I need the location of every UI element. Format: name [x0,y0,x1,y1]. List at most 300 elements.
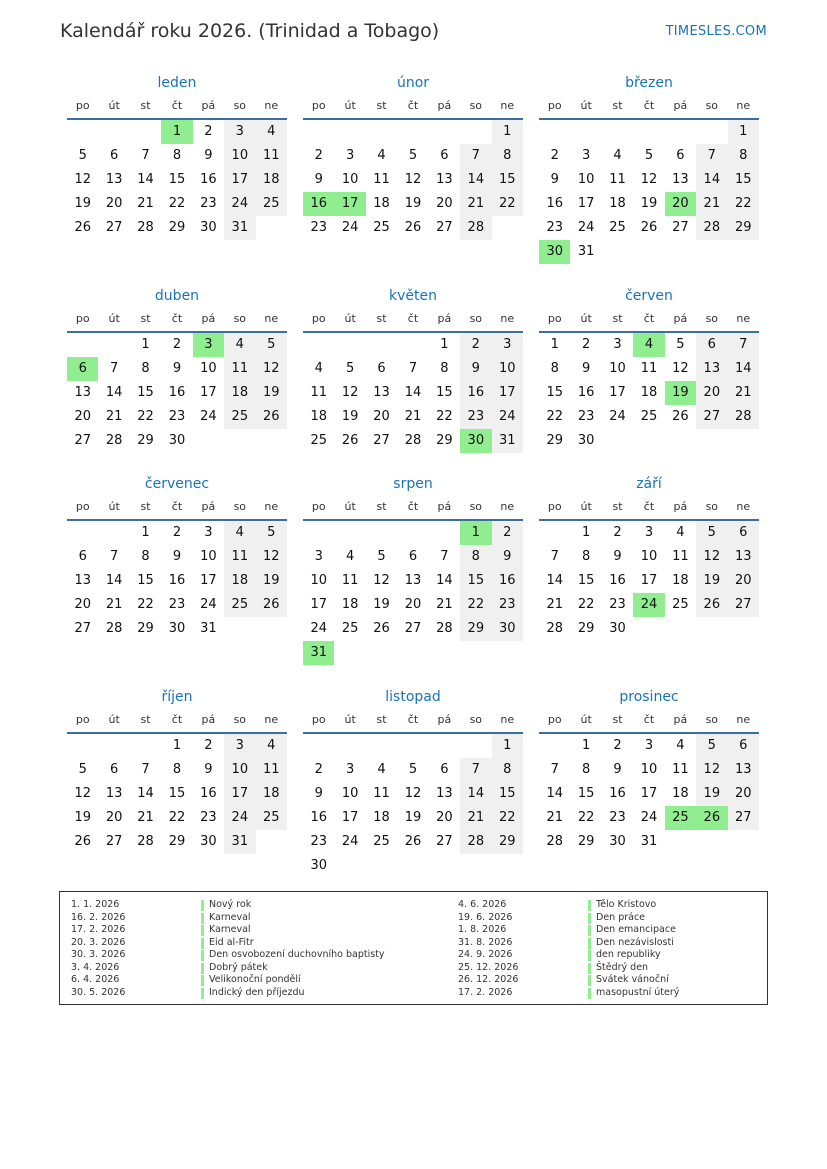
weekday-label: st [140,312,151,325]
day-cell: 16 [310,810,327,825]
day-cell: 28 [546,621,563,636]
day-cell: 21 [105,597,123,612]
day-grid [539,120,759,264]
day-cell: 2 [314,762,323,777]
holiday-day-cell: 24 [633,593,664,617]
day-cell: 2 [613,738,622,753]
weekday-label: po [311,312,326,325]
day-cell: 24 [310,621,327,636]
day-grid [303,333,523,453]
day-cell: 5 [377,549,386,564]
day-cell: 21 [696,192,727,216]
weekday-label: ne [500,312,515,325]
day-cell: 17 [341,810,359,825]
day-cell: 8 [460,545,491,569]
day-cell: 19 [74,196,91,211]
day-cell: 18 [341,597,359,612]
weekday-label: čt [407,713,419,726]
day-cell: 24 [224,806,255,830]
day-cell: 3 [644,525,654,540]
weekday-label: út [580,99,592,112]
weekday-label: út [344,312,356,325]
day-cell: 9 [613,762,622,777]
day-cell: 27 [436,220,453,235]
day-cell: 14 [105,573,123,588]
empty-cell [602,120,633,144]
day-cell: 24 [577,220,595,235]
holiday-marker [588,975,591,986]
day-grid [67,521,287,641]
day-grid [303,120,523,240]
day-cell: 25 [310,433,327,448]
day-cell: 12 [341,385,359,400]
holiday-date: 16. 2. 2026 [71,911,126,923]
weekday-header [539,307,759,333]
day-cell: 14 [546,786,563,801]
day-cell: 28 [404,433,422,448]
holiday-date: 6. 4. 2026 [71,974,120,985]
empty-cell [98,120,129,144]
weekday-label: pá [437,312,452,325]
day-cell: 27 [728,806,759,830]
day-cell: 30 [609,621,626,636]
day-cell: 10 [640,549,658,564]
day-cell: 25 [609,220,626,235]
day-cell: 13 [373,385,390,400]
empty-cell [130,120,161,144]
day-cell: 7 [550,762,559,777]
day-cell: 29 [137,621,154,636]
day-cell: 4 [676,738,685,753]
day-cell: 10 [224,758,255,782]
day-cell: 13 [672,172,689,187]
day-cell: 13 [404,573,422,588]
holiday-marker [588,925,591,936]
weekday-label: po [75,312,90,325]
day-cell: 23 [460,405,491,429]
weekday-label: ne [500,99,515,112]
holiday-marker [588,950,591,961]
empty-cell [460,120,491,144]
day-cell: 4 [676,525,685,540]
day-cell: 18 [373,196,390,211]
day-cell: 18 [640,385,658,400]
day-cell: 27 [373,433,390,448]
month-name: duben [154,288,200,304]
day-cell: 9 [314,172,323,187]
day-cell: 14 [436,573,453,588]
day-cell: 16 [168,385,186,400]
day-cell: 20 [373,409,390,424]
holiday-day-cell: 1 [460,521,491,545]
day-cell: 11 [310,385,327,400]
day-cell: 14 [728,357,759,381]
day-cell: 15 [577,786,595,801]
weekday-header [539,708,759,734]
day-grid [539,734,759,854]
month-6 [539,285,759,453]
day-cell: 5 [78,148,87,163]
empty-cell [303,333,334,357]
day-cell: 30 [200,220,217,235]
weekday-label: st [376,99,387,112]
day-cell: 7 [728,333,759,357]
day-cell: 10 [200,549,217,564]
day-cell: 11 [672,549,689,564]
day-cell: 25 [224,405,255,429]
weekday-label: pá [201,312,216,325]
weekday-label: út [108,312,120,325]
day-cell: 12 [696,545,727,569]
day-cell: 12 [256,545,287,569]
empty-cell [539,120,570,144]
day-cell: 3 [314,549,323,564]
day-cell: 19 [373,597,390,612]
weekday-label: po [75,713,90,726]
month-1 [67,72,287,240]
day-cell: 20 [105,810,123,825]
weekday-label: čt [171,500,183,513]
holiday-date: 31. 8. 2026 [458,936,513,948]
weekday-label: st [140,99,151,112]
day-cell: 16 [609,573,626,588]
day-cell: 24 [492,405,523,429]
day-cell: 26 [74,834,91,849]
holiday-marker [588,938,591,949]
day-cell: 6 [109,762,119,777]
day-cell: 10 [640,762,658,777]
holiday-marker [201,950,204,961]
day-cell: 8 [581,549,591,564]
day-cell: 3 [345,762,355,777]
holiday-marker [201,975,204,986]
day-cell: 9 [172,361,182,376]
day-cell: 6 [696,333,727,357]
day-cell: 19 [404,810,422,825]
day-cell: 31 [224,830,255,854]
day-cell: 16 [460,381,491,405]
holiday-name: Nový rok [209,899,252,910]
day-cell: 15 [492,782,523,806]
day-grid [539,333,759,453]
page-title: Kalendář roku 2026. (Trinidad a Tobago) [60,20,440,42]
day-cell: 12 [404,172,422,187]
weekday-label: ne [264,713,279,726]
weekday-label: čt [643,312,655,325]
holiday-marker [588,963,591,974]
weekday-header [67,495,287,521]
day-cell: 13 [74,573,91,588]
month-name: září [636,476,662,492]
weekday-header [539,94,759,120]
day-cell: 21 [460,192,491,216]
weekday-label: po [547,500,562,513]
day-cell: 22 [168,196,186,211]
weekday-label: pá [437,500,452,513]
day-cell: 23 [168,597,186,612]
day-cell: 17 [224,168,255,192]
weekday-label: st [140,500,151,513]
holiday-name: Dobrý pátek [209,961,268,973]
holiday-day-cell: 30 [539,240,570,264]
holiday-day-cell: 17 [334,192,365,216]
day-cell: 2 [204,738,213,753]
day-cell: 19 [696,569,727,593]
day-cell: 5 [345,361,355,376]
empty-cell [539,521,570,545]
weekday-label: st [376,713,387,726]
day-cell: 2 [172,337,182,352]
day-cell: 2 [613,525,622,540]
day-cell: 4 [314,361,323,376]
weekday-label: ne [264,312,279,325]
day-cell: 10 [492,357,523,381]
day-cell: 25 [373,834,390,849]
day-cell: 10 [224,144,255,168]
empty-cell [429,734,460,758]
day-cell: 8 [492,144,523,168]
weekday-label: ne [736,713,751,726]
day-cell: 1 [550,337,559,352]
day-cell: 18 [256,782,287,806]
holiday-marker [588,900,591,911]
empty-cell [366,120,397,144]
month-name: říjen [161,689,193,705]
weekday-label: st [612,99,623,112]
day-cell: 31 [640,834,658,849]
holiday-date: 3. 4. 2026 [71,961,120,973]
day-cell: 21 [436,597,453,612]
day-cell: 30 [168,621,186,636]
day-cell: 19 [256,569,287,593]
weekday-header [303,94,523,120]
day-cell: 7 [141,148,150,163]
day-cell: 10 [341,786,359,801]
weekday-label: út [344,99,356,112]
day-cell: 27 [105,220,123,235]
holiday-marker [588,988,591,999]
weekday-header [67,307,287,333]
day-cell: 13 [696,357,727,381]
weekday-label: st [376,500,387,513]
day-cell: 30 [168,433,186,448]
weekday-label: so [233,99,247,112]
day-cell: 26 [256,593,287,617]
holiday-marker [201,963,204,974]
day-cell: 29 [577,834,595,849]
brand-link[interactable]: TIMESLES.COM [665,24,767,39]
day-cell: 23 [168,409,186,424]
weekday-label: čt [407,99,419,112]
empty-cell [397,333,428,357]
day-cell: 20 [74,597,91,612]
day-cell: 21 [460,806,491,830]
day-cell: 14 [546,573,563,588]
day-cell: 4 [345,549,355,564]
day-cell: 15 [168,172,186,187]
empty-cell [397,521,428,545]
day-cell: 23 [200,196,217,211]
weekday-label: út [108,99,120,112]
day-cell: 1 [581,738,591,753]
day-cell: 15 [168,786,186,801]
day-cell: 5 [408,148,418,163]
day-cell: 21 [105,409,123,424]
day-cell: 16 [577,385,595,400]
day-cell: 17 [224,782,255,806]
day-cell: 22 [492,806,523,830]
holiday-name: Svátek vánoční [596,974,669,985]
weekday-label: so [705,99,719,112]
day-cell: 7 [440,549,449,564]
holiday-day-cell: 16 [303,192,334,216]
day-cell: 21 [546,597,563,612]
day-cell: 1 [728,120,759,144]
holiday-name: Karneval [209,911,251,923]
weekday-label: so [469,312,483,325]
month-name: únor [396,75,430,91]
day-cell: 9 [460,357,491,381]
day-cell: 11 [373,172,390,187]
day-cell: 14 [137,786,154,801]
day-cell: 20 [696,381,727,405]
day-cell: 16 [546,196,563,211]
holiday-date: 17. 2. 2026 [458,986,513,998]
day-cell: 30 [310,858,327,873]
weekday-label: po [75,99,90,112]
holiday-date: 30. 3. 2026 [71,949,126,960]
empty-cell [570,120,601,144]
empty-cell [366,521,397,545]
day-cell: 16 [168,573,186,588]
weekday-label: čt [643,99,655,112]
day-cell: 22 [492,192,523,216]
day-cell: 13 [105,172,123,187]
holiday-date: 20. 3. 2026 [71,936,126,948]
day-cell: 12 [672,361,689,376]
day-cell: 26 [404,220,422,235]
day-cell: 30 [492,617,523,641]
weekday-label: pá [673,713,688,726]
day-cell: 22 [460,593,491,617]
day-cell: 13 [436,786,453,801]
day-cell: 4 [256,120,287,144]
holiday-date: 30. 5. 2026 [71,986,126,998]
day-cell: 1 [581,525,591,540]
day-cell: 13 [74,385,91,400]
day-cell: 29 [436,433,453,448]
day-cell: 11 [640,361,658,376]
holiday-marker [201,925,204,936]
empty-cell [303,734,334,758]
empty-cell [334,120,365,144]
day-cell: 22 [137,409,154,424]
month-8 [303,473,523,665]
weekday-label: so [469,713,483,726]
month-name: červen [625,288,673,304]
holiday-day-cell: 1 [161,120,192,144]
weekday-label: čt [643,500,655,513]
day-cell: 23 [200,810,217,825]
holiday-name: den republiky [596,949,661,960]
day-cell: 9 [172,549,182,564]
weekday-label: ne [736,500,751,513]
day-cell: 25 [672,597,689,612]
day-cell: 6 [78,549,87,564]
day-cell: 21 [404,409,422,424]
holiday-name: Den osvobození duchovního baptisty [209,949,385,960]
day-cell: 17 [200,573,217,588]
day-cell: 12 [696,758,727,782]
holiday-name: Den nezávislosti [596,936,674,948]
weekday-label: st [612,312,623,325]
weekday-header [303,708,523,734]
day-cell: 11 [224,545,255,569]
day-cell: 6 [440,148,449,163]
day-cell: 11 [256,758,287,782]
day-cell: 19 [256,381,287,405]
day-cell: 27 [74,621,91,636]
holiday-name: Den práce [596,911,646,923]
day-cell: 14 [460,782,491,806]
weekday-label: čt [407,312,419,325]
day-cell: 24 [341,834,359,849]
day-grid [67,120,287,240]
holiday-date: 17. 2. 2026 [71,924,126,935]
day-cell: 8 [141,361,150,376]
day-cell: 28 [728,405,759,429]
day-cell: 20 [728,569,759,593]
day-cell: 28 [105,433,123,448]
holiday-day-cell: 4 [633,333,664,357]
holiday-name: Štědrý den [596,961,649,973]
day-cell: 29 [546,433,563,448]
day-cell: 2 [581,337,591,352]
day-cell: 29 [577,621,595,636]
day-cell: 29 [492,830,523,854]
day-cell: 5 [644,148,654,163]
month-name: srpen [393,476,433,492]
day-cell: 26 [672,409,689,424]
day-cell: 11 [672,762,689,777]
day-cell: 5 [696,734,727,758]
day-cell: 21 [546,810,563,825]
day-cell: 11 [341,573,359,588]
holiday-name: Den emancipace [596,924,676,935]
day-cell: 15 [546,385,563,400]
holiday-marker [588,913,591,924]
weekday-header [67,708,287,734]
day-cell: 20 [728,782,759,806]
day-cell: 6 [440,762,449,777]
day-cell: 27 [105,834,123,849]
day-cell: 14 [137,172,154,187]
holiday-day-cell: 31 [303,641,334,665]
day-cell: 7 [109,549,119,564]
day-cell: 8 [172,762,182,777]
holiday-day-cell: 6 [67,357,98,381]
empty-cell [67,120,98,144]
day-cell: 12 [256,357,287,381]
weekday-label: so [705,500,719,513]
day-cell: 22 [168,810,186,825]
day-cell: 12 [373,573,390,588]
weekday-header [539,495,759,521]
day-cell: 14 [404,385,422,400]
empty-cell [303,120,334,144]
weekday-label: čt [171,713,183,726]
day-cell: 28 [546,834,563,849]
